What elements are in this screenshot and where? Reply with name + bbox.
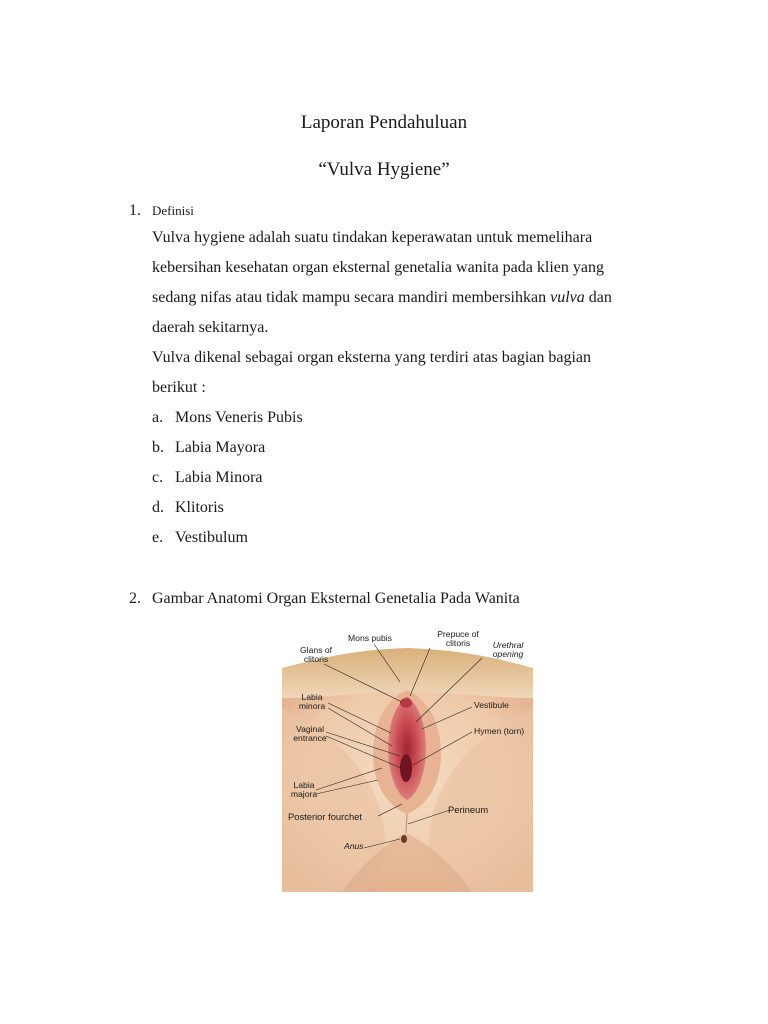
list-item-a-letter: a. <box>152 409 164 426</box>
label-glans-line1: Glans of <box>299 645 332 655</box>
label-glans-line2: clitoris <box>303 654 329 664</box>
label-urethral-opening <box>486 641 530 659</box>
label-labia-majora-line2: majora <box>290 789 318 799</box>
label-prepuce-line1: Prepuce of <box>437 629 479 639</box>
paragraph-1-line-2: kebersihan kesehatan organ eksternal genetalia wanita pada klien yang <box>152 259 604 276</box>
label-labia-minora-line2: minora <box>298 701 326 711</box>
label-labia-minora <box>292 693 332 711</box>
document-subtitle: “Vulva Hygiene” <box>318 159 450 180</box>
paragraph-1-line-3-text: sedang nifas atau tidak mampu secara mandiri membersihkan <box>152 289 551 306</box>
list-item-a-text: Mons Veneris Pubis <box>175 409 303 426</box>
label-posterior-fourchet: Posterior fourchet <box>288 811 362 822</box>
label-vaginal-line1: Vaginal <box>295 724 325 734</box>
section-2-number: 2. <box>129 590 141 607</box>
label-labia-majora-line1: Labia <box>293 780 315 790</box>
clitoris-shape <box>400 698 412 708</box>
section-1-number: 1. <box>129 202 141 219</box>
list-item-e-text: Vestibulum <box>175 529 248 546</box>
section-2-heading: Gambar Anatomi Organ Eksternal Genetalia Pada Wanita <box>152 590 520 607</box>
label-mons-pubis: Mons pubis <box>348 633 392 643</box>
label-urethral-line1: Urethral <box>492 640 524 650</box>
section-1-heading: Definisi <box>152 203 194 218</box>
label-vaginal-line2: entrance <box>293 733 327 743</box>
label-labia-majora <box>286 781 322 799</box>
list-item-d-text: Klitoris <box>175 499 224 516</box>
paragraph-1-line-3 <box>152 289 612 307</box>
list-item-e-letter: e. <box>152 529 164 546</box>
label-labia-minora-line1: Labia <box>301 692 323 702</box>
paragraph-1-line-4: daerah sekitarnya. <box>152 319 269 336</box>
paragraph-1-line-1: Vulva hygiene adalah suatu tindakan keperawatan untuk memelihara <box>152 229 593 246</box>
label-urethral-line2: opening <box>492 649 524 659</box>
label-prepuce-line2: clitoris <box>445 638 471 648</box>
anus-shape <box>401 835 407 843</box>
label-hymen: Hymen (torn) <box>474 726 525 736</box>
label-glans-clitoris <box>294 646 338 664</box>
paragraph-1-line-3-tail: dan <box>584 289 612 306</box>
label-prepuce <box>432 630 484 648</box>
list-item-c-text: Labia Minora <box>175 469 263 486</box>
label-vestibule: Vestibule <box>474 700 509 710</box>
label-perineum: Perineum <box>448 804 489 815</box>
document-title: Laporan Pendahuluan <box>300 112 468 133</box>
vaginal-opening-shape <box>400 754 412 782</box>
anatomy-figure <box>282 628 533 892</box>
label-vaginal-entrance <box>288 725 332 743</box>
paragraph-2-line-2: berikut : <box>152 379 206 396</box>
list-item-d-letter: d. <box>152 499 164 516</box>
paragraph-2-line-1: Vulva dikenal sebagai organ eksterna yang terdiri atas bagian bagian <box>152 349 592 366</box>
label-anus: Anus <box>344 841 364 851</box>
list-item-c-letter: c. <box>152 469 164 486</box>
list-item-b-text: Labia Mayora <box>175 439 266 456</box>
emphasis-vulva: vulva <box>550 289 585 306</box>
anatomy-illustration <box>282 628 533 892</box>
list-item-b-letter: b. <box>152 439 164 456</box>
